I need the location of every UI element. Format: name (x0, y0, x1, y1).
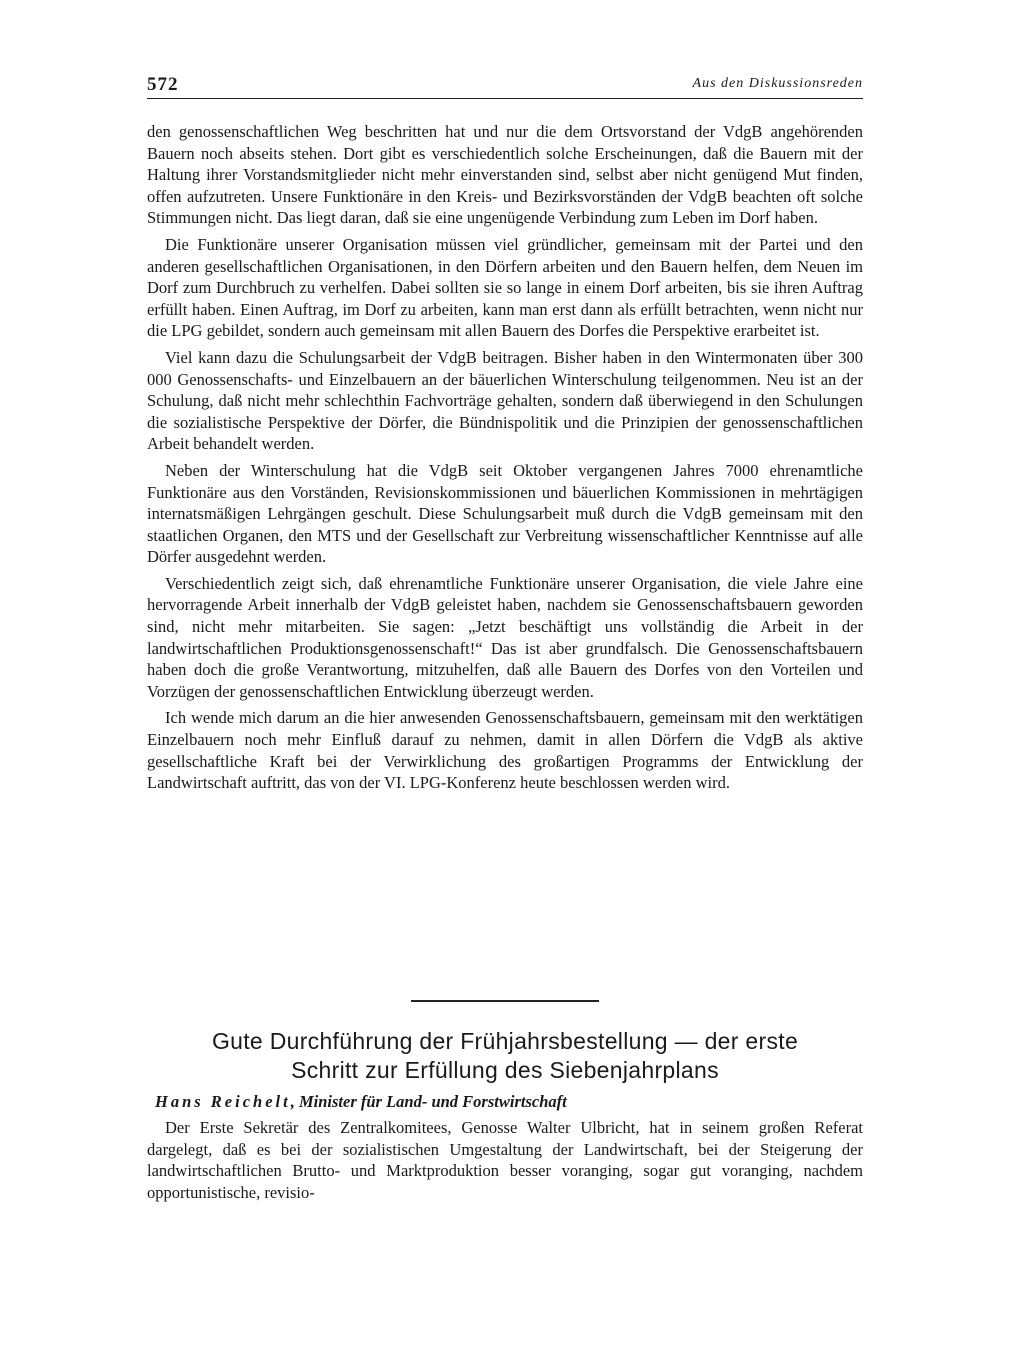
section-divider (411, 1000, 599, 1002)
section-title-line: Gute Durchführung der Frühjahrsbestellung — der erste (211, 1028, 799, 1054)
author-line (155, 1092, 567, 1112)
paragraph: Neben der Winterschulung hat die VdgB seit Oktober vergangenen Jahres 7000 ehrenamtliche Funktionäre aus den Vorständen, Revisionskommissionen und bäuerlichen Kommissionen in mehrtägigen internatsmäßigen Lehrgängen geschult. Diese Schulungsarbeit muß durch die VdgB gemeinsam mit den staatlichen Organen, den MTS und der Gesellschaft zur Verbreitung wissenschaftlicher Kenntnisse auf alle Dörfer ausgedehnt werden. (147, 460, 863, 567)
paragraph: den genossenschaftlichen Weg beschritten hat und nur die dem Ortsvorstand der VdgB angehörenden Bauern noch abseits stehen. Dort gibt es verschiedentlich solche Erscheinungen, daß die Bauern mit der Haltung ihrer Vorstandsmitglieder nicht mehr einverstanden sind, selbst aber nicht genügend Mut finden, offen aufzutreten. Unsere Funktionäre in den Kreis- und Bezirksvorständen der VdgB beachten oft solche Stimmungen nicht. Das liegt daran, daß sie eine ungenügende Verbindung zum Leben im Dorf haben. (147, 122, 863, 228)
section-body (147, 1117, 863, 1208)
section-title-line: Schritt zur Erfüllung des Siebenjahrplans (291, 1057, 719, 1083)
running-head: Aus den Diskussionsreden (692, 76, 863, 91)
author-role: , Minister für Land- und Forstwirtschaft (290, 1092, 567, 1111)
paragraph: Viel kann dazu die Schulungsarbeit der VdgB beitragen. Bisher haben in den Wintermonaten über 300 000 Genossenschafts- und Einzelbauern an der bäuerlichen Winterschulung teilgenommen. Neu ist an der Schulung, daß nicht mehr schlechthin Fachvorträge gehalten, sondern daß überwiegend in den Schulungen die sozialistische Perspektive der Dörfer, die Bündnispolitik und die Prinzipien der genossenschaftlichen Arbeit behandelt werden. (147, 347, 863, 454)
author-name: Hans Reichelt (155, 1092, 291, 1111)
body-text (147, 121, 863, 799)
page-header (147, 74, 863, 100)
paragraph: Verschiedentlich zeigt sich, daß ehrenamtliche Funktionäre unserer Organisation, die viele Jahre eine hervorragende Arbeit innerhalb der VdgB geleistet haben, nachdem sie Genossenschaftsbauern geworden sind, nicht mehr mitarbeiten. Sie sagen: „Jetzt beschäftigt uns vollständig die Arbeit in der landwirtschaftlichen Produktionsgenossenschaft!“ Das ist aber grundfalsch. Die Genossenschaftsbauern haben doch die große Verantwortung, mitzuhelfen, daß alle Bauern des Dorfes von den Vorteilen und Vorzügen der genossenschaftlichen Entwicklung überzeugt werden. (147, 573, 863, 701)
paragraph: Ich wende mich darum an die hier anwesenden Genossenschaftsbauern, gemeinsam mit den werktätigen Einzelbauern noch mehr Einfluß darauf zu nehmen, damit in allen Dörfern die VdgB als aktive gesellschaftliche Kraft bei der Verwirklichung des großartigen Programms der Entwicklung der Landwirtschaft auftritt, das von der VI. LPG-Konferenz heute beschlossen werden wird. (147, 708, 863, 793)
page-number: 572 (147, 74, 179, 95)
header-rule (147, 98, 863, 99)
paragraph: Die Funktionäre unserer Organisation müssen viel gründlicher, gemeinsam mit der Partei und den anderen gesellschaftlichen Organisationen, in den Dörfern arbeiten und den Bauern helfen, dem Neuen im Dorf zum Durchbruch zu verhelfen. Dabei sollten sie so lange in einem Dorf arbeiten, bis sie ihren Auftrag erfüllt haben. Einen Auftrag, im Dorf zu arbeiten, kann man erst dann als erfüllt betrachten, wenn nicht nur die LPG gebildet, sondern auch gemeinsam mit allen Bauern des Dorfes die Perspektive erarbeitet ist. (147, 234, 863, 341)
section-title (147, 1027, 863, 1085)
paragraph: Der Erste Sekretär des Zentralkomitees, Genosse Walter Ulbricht, hat in seinem großen Referat dargelegt, daß es bei der sozialistischen Umgestaltung der Landwirtschaft, bei der Steigerung der landwirtschaftlichen Brutto- und Marktproduktion besser voranging, sogar gut voranging, nachdem opportunistische, revisio- (147, 1118, 863, 1202)
